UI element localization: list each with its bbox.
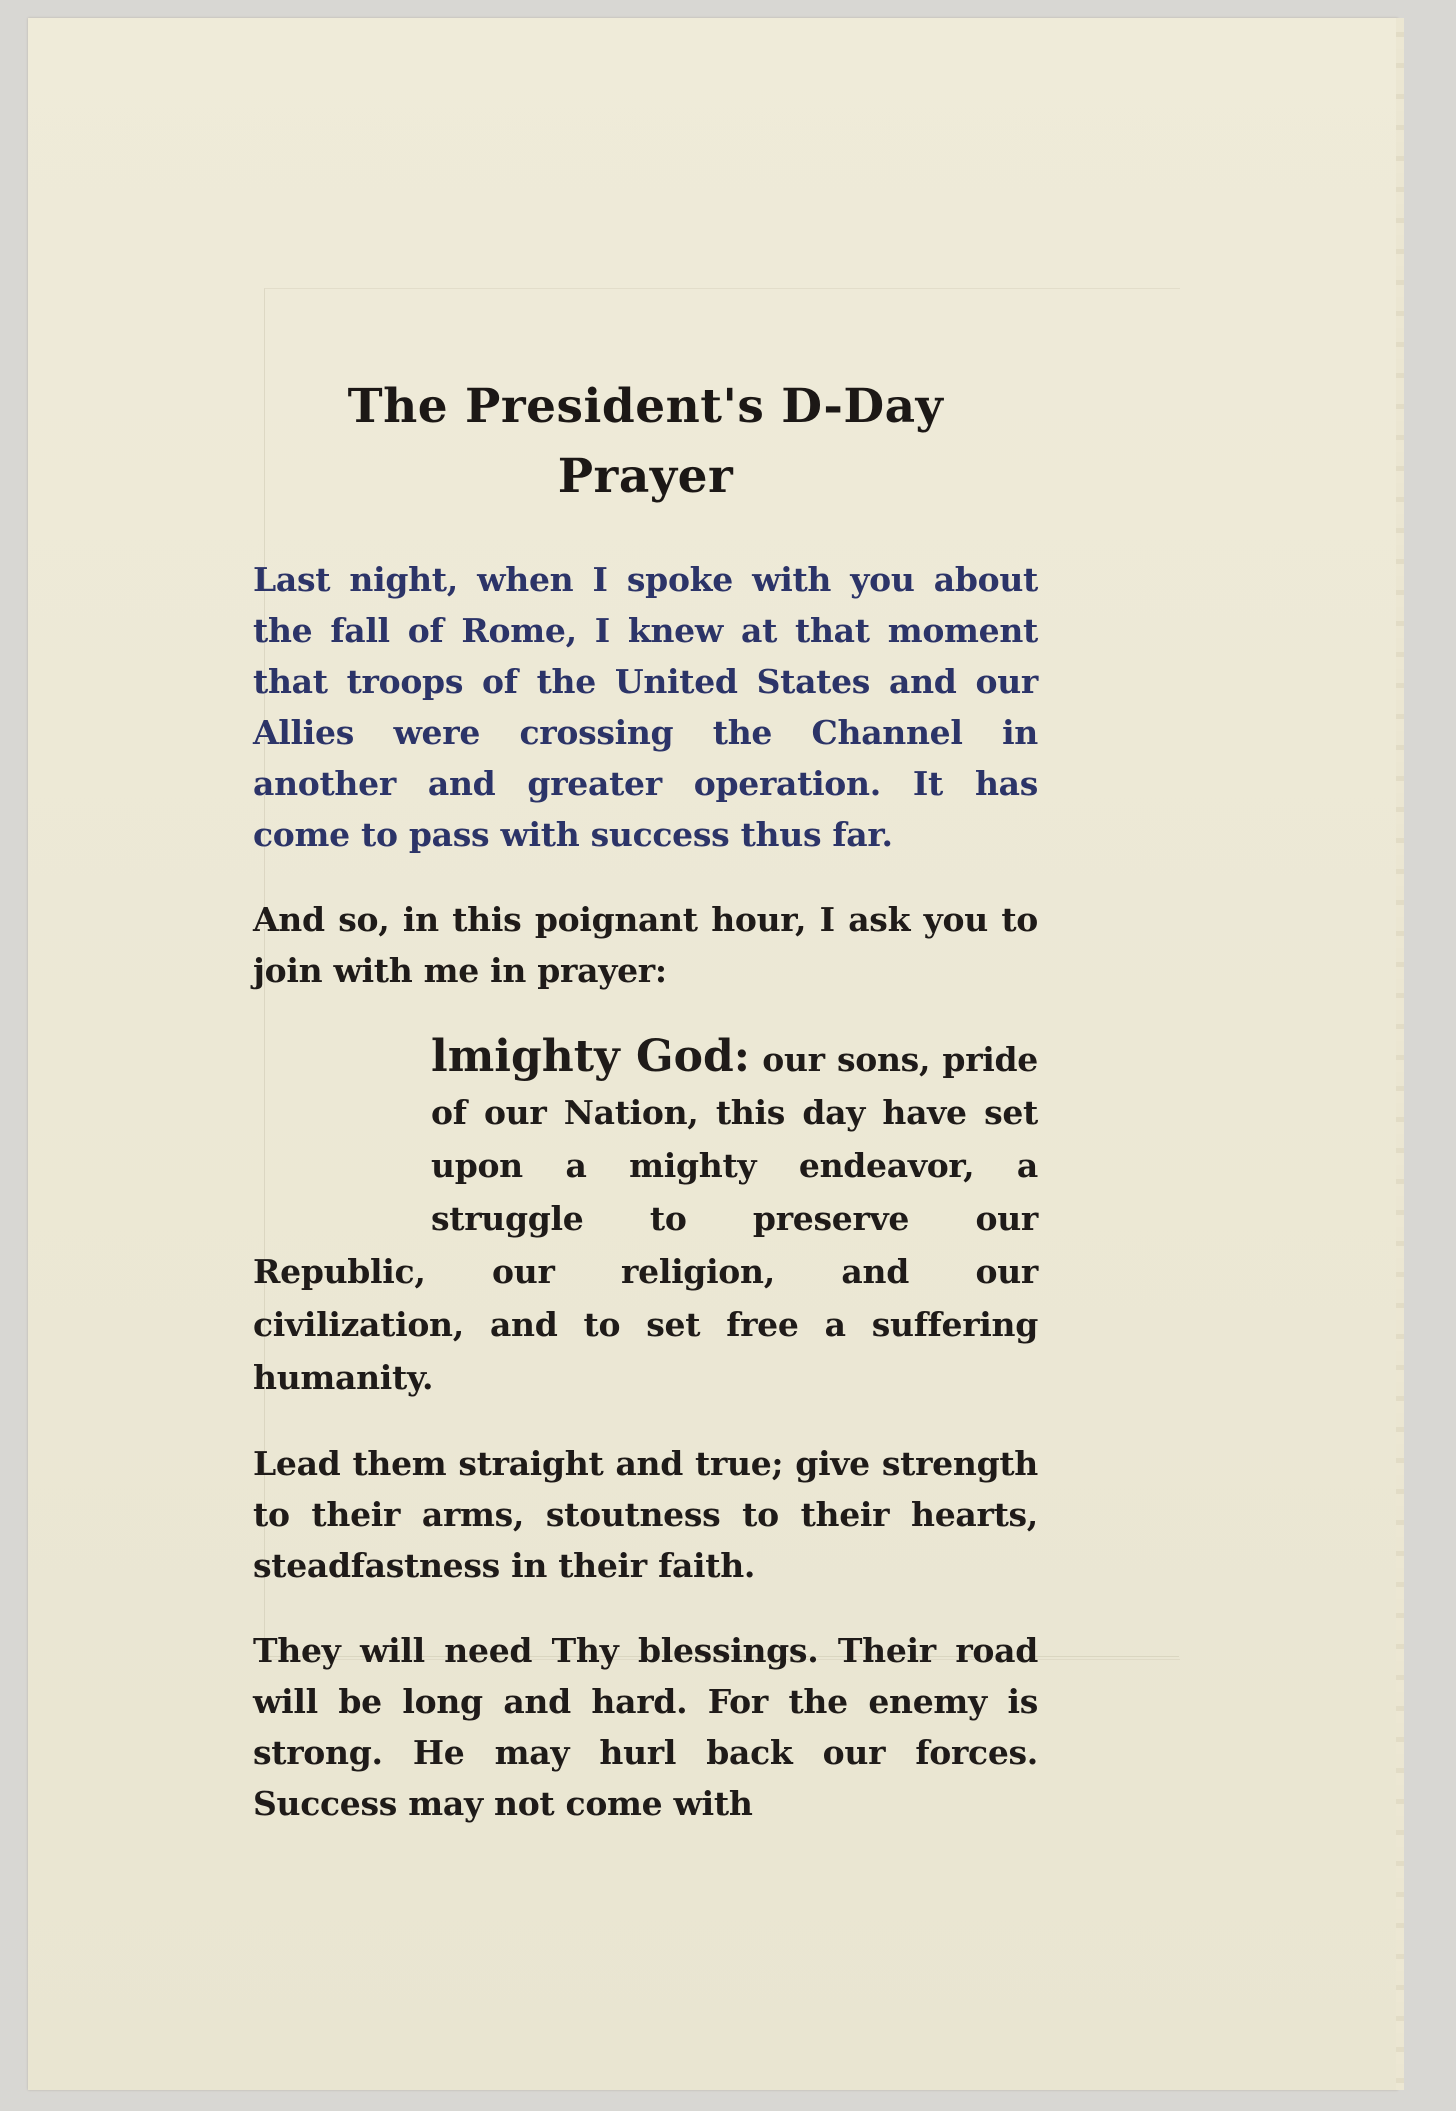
drop-cap-space: [253, 1030, 431, 1242]
prayer-text: our sons, pride of our Nation, this day have set upon a mighty endeavor, a struggle to preserve our Republic, our religion, and our civilization, and to set free a suffering humanity.: [253, 1040, 1038, 1397]
paragraph-blessings: They will need Thy blessings. Their road will be long and hard. For the enemy is strong. He may hurl back our forces. Success may not come with: [253, 1631, 1038, 1823]
paragraph-prayer: [253, 1030, 1038, 1404]
page-content: [253, 372, 1038, 1863]
paragraph-invitation: And so, in this poignant hour, I ask you to join with me in prayer:: [253, 900, 1038, 990]
prayer-lead: lmighty God:: [431, 1031, 750, 1082]
page-title: The President's D-Day Prayer: [347, 379, 944, 504]
paragraph-guidance: Lead them straight and true; give strength to their arms, stoutness to their hearts, steadfastness in their faith.: [253, 1444, 1038, 1585]
paragraph-intro: Last night, when I spoke with you about the fall of Rome, I knew at that moment that troops of the United States and our Allies were crossing the Channel in another and greater operation. It has come to pass with success thus far.: [253, 560, 1038, 854]
